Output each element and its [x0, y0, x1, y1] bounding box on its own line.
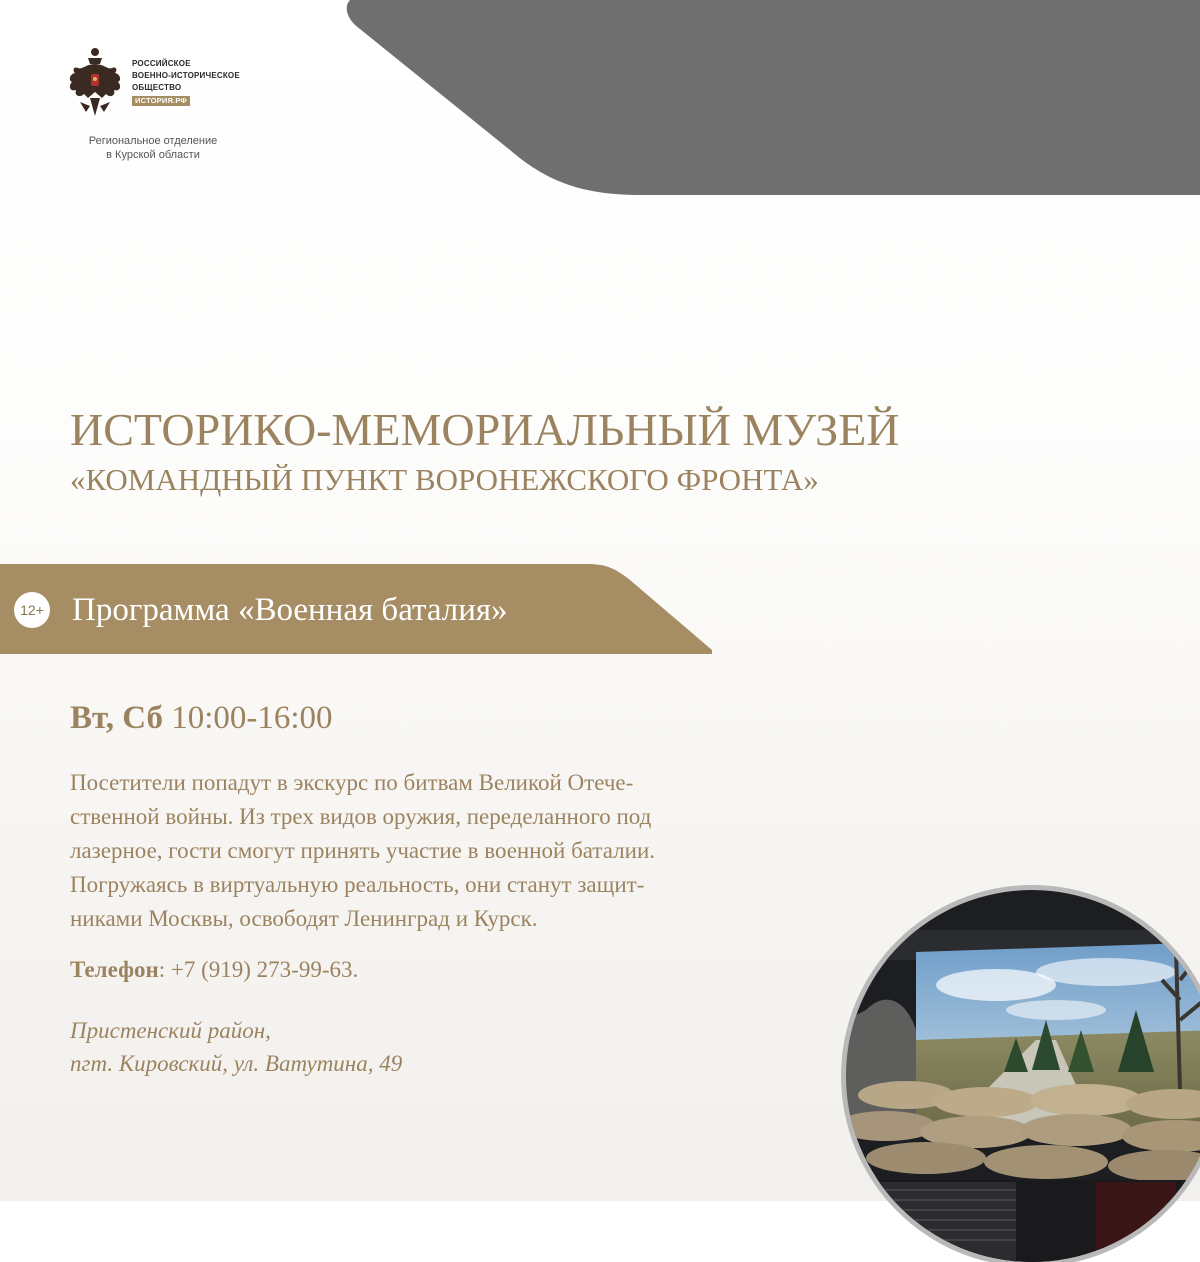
schedule-days: Вт, Сб: [70, 700, 163, 736]
age-rating-badge: 12+: [14, 592, 50, 628]
region-line-1: Региональное отделение: [88, 135, 218, 147]
schedule-hours: 10:00-16:00: [171, 700, 333, 736]
description-line: Погружаясь в виртуальную реальность, они станут защит-: [70, 872, 645, 897]
description-line: никами Москвы, освободят Ленинград и Курск.: [70, 906, 538, 931]
description-line: ственной войны. Из трех видов оружия, переделанного под: [70, 804, 652, 829]
program-description: [70, 766, 810, 936]
museum-photo: [846, 890, 1200, 1262]
region-line-2: в Курской области: [106, 149, 200, 161]
phone-number[interactable]: : +7 (919) 273-99-63.: [158, 957, 359, 982]
logo-badge: ИСТОРИЯ.РФ: [132, 96, 190, 106]
regional-branch-text: [66, 134, 240, 162]
address: [70, 1014, 402, 1080]
program-name: Программа «Военная баталия»: [72, 592, 508, 628]
phone-info: [70, 954, 358, 986]
address-line-2: пгт. Кировский, ул. Ватутина, 49: [70, 1051, 403, 1076]
logo-line-2: ВОЕННО-ИСТОРИЧЕСКОЕ: [132, 71, 240, 80]
page-subtitle: «КОМАНДНЫЙ ПУНКТ ВОРОНЕЖСКОГО ФРОНТА»: [70, 462, 819, 497]
double-headed-eagle-icon: [66, 46, 124, 118]
description-line: лазерное, гости смогут принять участие в военной баталии.: [70, 838, 656, 863]
description-line: Посетители попадут в экскурс по битвам Великой Отече-: [70, 770, 634, 795]
address-line-1: Пристенский район,: [70, 1018, 271, 1043]
logo-line-1: РОССИЙСКОЕ: [132, 59, 191, 68]
logo-text: [132, 58, 240, 107]
logo-line-3: ОБЩЕСТВО: [132, 83, 182, 92]
schedule: [70, 696, 333, 740]
phone-label: Телефон: [70, 957, 159, 982]
page-title: ИСТОРИКО-МЕМОРИАЛЬНЫЙ МУЗЕЙ: [70, 404, 900, 455]
